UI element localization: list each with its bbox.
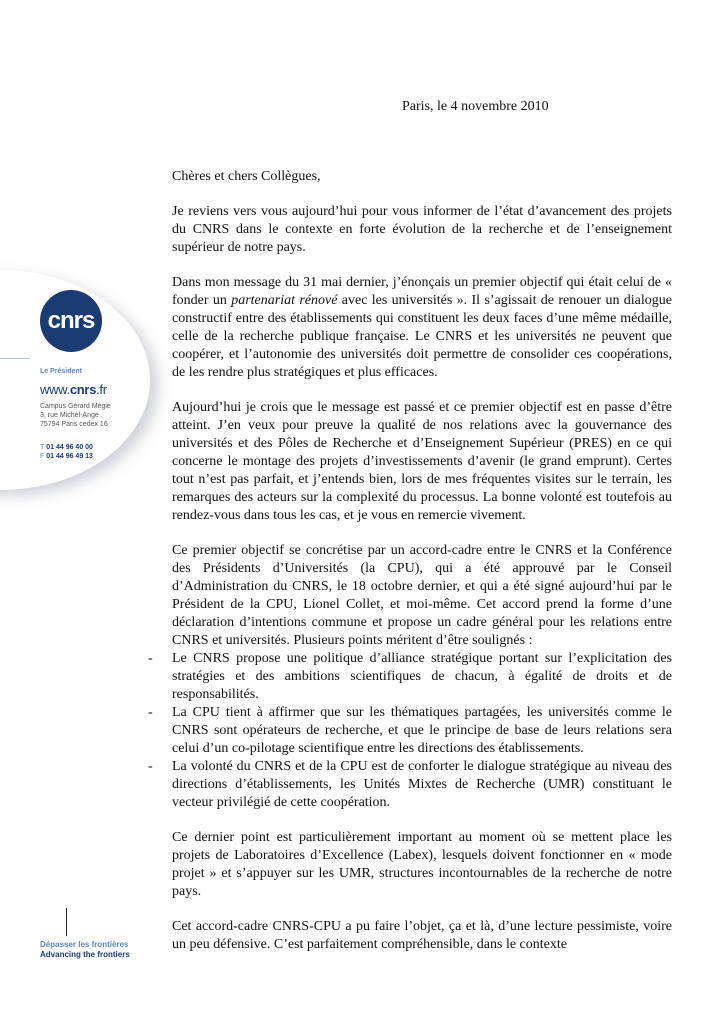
cnrs-logo	[40, 290, 102, 352]
paragraph-4: Ce premier objectif se concrétise par un accord-cadre entre le CNRS et la Conférence des Présidents d’Universités (la CPU), qui a été approuvé par le Conseil d’Administration du CNRS, le 18 octobre dernier, et qui a été signé aujourd’hui par le Président de la CPU, Lionel Collet, et moi-même. Cet accord prend la forme d’une déclaration d’intentions commune et propose un cadre général pour les relations entre CNRS et universités. Plusieurs points méritent d’être soulignés :	[172, 543, 672, 648]
paragraph-2-emphasis: partenariat rénové	[231, 293, 338, 308]
paragraph-6: Cet accord-cadre CNRS-CPU a pu faire l’objet, ça et là, d’une lecture pessimiste, voire un peu défensive. C’est parfaitement compréhensible, dans le contexte	[172, 919, 672, 952]
paragraph-2	[172, 274, 672, 382]
logo-text: cnrs	[47, 307, 95, 334]
tagline-french: Dépasser les frontières	[40, 940, 129, 949]
website-suffix: .fr	[96, 382, 107, 397]
paragraph-3: Aujourd’hui je crois que le message est passé et ce premier objectif est en passe d’être atteint. J’en veux pour preuve la qualité de nos relations avec la gouvernance des universités et des Pôles de Recherche et d’Enseignement Supérieur (PRES) en ce qui concerne le montage des projets d’investissements d’avenir (le grand emprunt). Certes tout n’est pas parfait, et j’entends bien, lors de mes fréquentes visites sur le terrain, les remarques des acteurs sur la complexité du processus. La bonne volonté est toutefois au rendez-vous dans tous les cas, et je vous en remercie vivement.	[172, 400, 672, 523]
website-prefix: www.	[40, 382, 70, 397]
address-line: Campus Gérard Mégie	[40, 403, 111, 410]
address-line: 3, rue Michel-Ange	[40, 412, 99, 419]
paragraph-1: Je reviens vers vous aujourd’hui pour vous informer de l’état d’avancement des projets du CNRS dans le contexte en forte évolution de la recherche et de l’enseignement supérieur de notre pays.	[172, 204, 672, 255]
paragraph-5: Ce dernier point est particulièrement important au moment où se mettent place les projets de Laboratoires d’Excellence (Labex), lesquels doivent fonctionner en « mode projet » et s’appuyer sur les UMR, structures incontournables de la recherche de notre pays.	[172, 830, 672, 899]
fax-line	[40, 452, 93, 461]
letter-date: Paris, le 4 novembre 2010	[402, 99, 549, 114]
bullet-list	[172, 650, 672, 812]
letter-body	[172, 168, 672, 954]
phone-line	[40, 443, 93, 452]
list-item: - La CPU tient à affirmer que sur les thématiques partagées, les universités comme le CNRS sont opérateurs de recherche, et que le principe de base de leurs relations sera celui d’un co-pilotage scientifique entre les directions des établissements.	[172, 704, 672, 758]
letterhead-rule	[0, 358, 30, 359]
tagline-english: Advancing the frontiers	[40, 950, 130, 959]
footer-divider	[66, 908, 67, 936]
fax-number: 01 44 96 49 13	[46, 453, 93, 460]
president-label: Le Président	[40, 368, 83, 375]
contact-numbers	[40, 443, 93, 461]
address-line: 75794 Paris cedex 16	[40, 421, 108, 428]
website-link[interactable]	[40, 382, 107, 397]
paragraph-2-start: Dans mon message du 31 mai dernier, j’énonçais un premier objectif qui était celui de « fonder un	[172, 275, 672, 308]
phone-number: 01 44 96 40 00	[46, 444, 93, 451]
fax-key: F	[40, 453, 45, 460]
website-bold: cnrs	[69, 382, 97, 397]
paragraph-2-end: avec les universités ». Il s’agissait de renouer un dialogue constructif entre des établissements qui constituent les deux faces d’une même médaille, celle de la recherche publique française. Le CNRS et les universités ne peuvent que coopérer, et l’autonomie des universités doit permettre de consolider ces coopérations, de les rendre plus stratégiques et plus efficaces.	[172, 293, 672, 380]
postal-address	[40, 402, 111, 429]
list-item: - La volonté du CNRS et de la CPU est de conforter le dialogue stratégique au niveau des directions d’établissements, les Unités Mixtes de Recherche (UMR) constituant le vecteur privilégié de cette coopération.	[172, 758, 672, 812]
salutation: Chères et chers Collègues,	[172, 169, 321, 184]
phone-key: T	[40, 444, 45, 451]
list-item: - Le CNRS propose une politique d’alliance stratégique portant sur l’explicitation des stratégies et des ambitions scientifiques de chacun, à égalité de droits et de responsabilités.	[172, 650, 672, 704]
